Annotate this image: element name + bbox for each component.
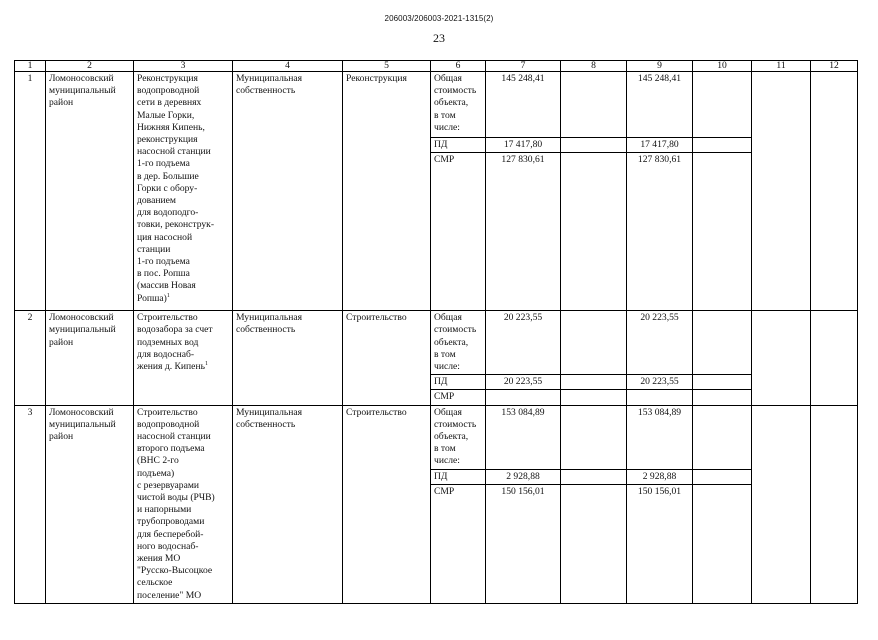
column-header: 7 [486,61,561,72]
col11-cell [752,72,811,311]
object-name-cell: Строительство водозабора за счет подземных вод для водоснаб- жения д. Кипень$^1$ [134,311,233,405]
cost-col7-cell: 150 156,01 [486,485,561,604]
column-header: 6 [431,61,486,72]
cost-col9-cell: 127 830,61 [627,153,693,311]
cost-col8-cell [561,469,627,484]
table-row [15,405,858,469]
col12-cell [811,72,858,311]
cost-col10-cell [693,138,752,153]
cost-col9-cell: 20 223,55 [627,375,693,390]
column-header: 3 [134,61,233,72]
row-number: 2 [15,311,46,405]
cost-label-cell: Общая стоимость объекта, в том числе: [431,72,486,138]
column-header: 9 [627,61,693,72]
cost-col7-cell [486,390,561,405]
cost-col8-cell [561,72,627,138]
cost-col10-cell [693,390,752,405]
column-header: 12 [811,61,858,72]
cost-label-cell: Общая стоимость объекта, в том числе: [431,311,486,375]
cost-col10-cell [693,311,752,375]
column-header: 5 [343,61,431,72]
cost-col8-cell [561,405,627,469]
row-number: 1 [15,72,46,311]
cost-col9-cell: 145 248,41 [627,72,693,138]
cost-label-cell: СМР [431,390,486,405]
document-id: 206003/206003-2021-1315(2) [384,14,494,23]
ownership-cell: Муниципальная собственность [233,72,343,311]
cost-col8-cell [561,390,627,405]
cost-label-cell: Общая стоимость объекта, в том числе: [431,405,486,469]
cost-col7-cell: 127 830,61 [486,153,561,311]
col11-cell [752,311,811,405]
page-number: 23 [433,31,445,45]
table-row [15,72,858,138]
cost-label-cell: СМР [431,485,486,604]
column-header: 11 [752,61,811,72]
ownership-cell: Муниципальная собственность [233,311,343,405]
cost-col9-cell: 20 223,55 [627,311,693,375]
district-cell: Ломоносовский муниципальный район [46,72,134,311]
cost-col8-cell [561,311,627,375]
row-number: 3 [15,405,46,603]
cost-col7-cell: 20 223,55 [486,311,561,375]
cost-col9-cell: 153 084,89 [627,405,693,469]
cost-col7-cell: 17 417,80 [486,138,561,153]
column-header: 1 [15,61,46,72]
cost-label-cell: ПД [431,138,486,153]
ownership-cell: Муниципальная собственность [233,405,343,603]
cost-col8-cell [561,138,627,153]
cost-label-cell: ПД [431,375,486,390]
cost-col7-cell: 2 928,88 [486,469,561,484]
cost-col8-cell [561,153,627,311]
cost-col10-cell [693,153,752,311]
cost-col8-cell [561,375,627,390]
cost-col8-cell [561,485,627,604]
work-type-cell: Реконструкция [343,72,431,311]
district-cell: Ломоносовский муниципальный район [46,311,134,405]
cost-col9-cell: 17 417,80 [627,138,693,153]
cost-col10-cell [693,469,752,484]
cost-col10-cell [693,485,752,604]
column-header: 4 [233,61,343,72]
column-number-row [15,61,858,72]
col11-cell [752,405,811,603]
cost-col10-cell [693,405,752,469]
column-header: 10 [693,61,752,72]
cost-col9-cell: 150 156,01 [627,485,693,604]
district-cell: Ломоносовский муниципальный район [46,405,134,603]
work-type-cell: Строительство [343,311,431,405]
object-name-cell: Реконструкция водопроводной сети в деревнях Малые Горки, Нижняя Кипень, реконструкция насосной станции 1-го подъема в дер. Большие Горки с обору- дованием для водоподго- товки, реконструк- ция насосной станции 1-го подъема в пос. Ропша (массив Новая Ропша)$^1$ [134,72,233,311]
cost-col7-cell: 153 084,89 [486,405,561,469]
cost-col7-cell: 20 223,55 [486,375,561,390]
cost-label-cell: СМР [431,153,486,311]
cost-label-cell: ПД [431,469,486,484]
footnote-mark: 1 [204,360,208,367]
work-type-cell: Строительство [343,405,431,603]
column-header: 2 [46,61,134,72]
col12-cell [811,311,858,405]
investment-objects-table [14,60,858,604]
cost-col10-cell [693,72,752,138]
cost-col7-cell: 145 248,41 [486,72,561,138]
table-row [15,311,858,375]
column-header: 8 [561,61,627,72]
col12-cell [811,405,858,603]
cost-col9-cell: 2 928,88 [627,469,693,484]
cost-col10-cell [693,375,752,390]
footnote-mark: 1 [166,292,170,299]
cost-col9-cell [627,390,693,405]
object-name-cell: Строительство водопроводной насосной станции второго подъема (ВНС 2-го подъема) с резервуарами чистой воды (РЧВ) и напорными трубопроводами для бесперебой- ного водоснаб- жения МО "Русско-Высоцкое сельское поселение" МО [134,405,233,603]
